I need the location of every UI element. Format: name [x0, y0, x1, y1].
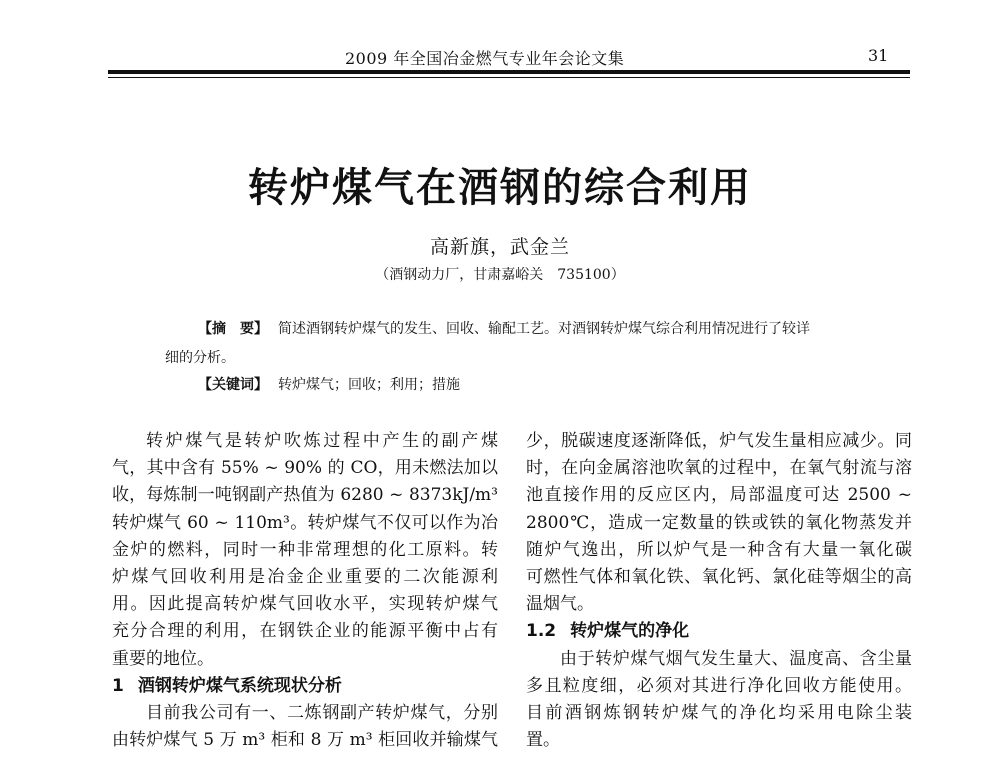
- body-line: 重要的地位。: [112, 648, 214, 669]
- section-number: 1: [112, 675, 124, 696]
- body-line: 金炉的燃料，同时一种非常理想的化工原料。转: [112, 539, 498, 560]
- body-line: 2800℃，造成一定数量的铁或铁的氧化物蒸发并: [526, 512, 912, 533]
- paper-title: 转炉煤气在酒钢的综合利用: [248, 164, 752, 211]
- abstract-text-line1: 简述酒钢转炉煤气的发生、回收、输配工艺。对酒钢转炉煤气综合利用情况进行了较详: [278, 321, 810, 337]
- body-column-left: [112, 428, 498, 754]
- body-line: 池直接作用的反应区内，局部温度可达 2500 ~: [526, 485, 912, 506]
- body-line: 目前酒钢炼钢转炉煤气的净化均采用电除尘装: [526, 702, 912, 723]
- section-heading-1: [112, 673, 498, 700]
- body-line: 由转炉煤气 5 万 m³ 柜和 8 万 m³ 柜回收并输煤气: [112, 730, 498, 751]
- body-line: 炉煤气回收利用是冶金企业重要的二次能源利: [112, 566, 498, 587]
- running-header: [0, 46, 1000, 76]
- body-line: 温烟气。: [526, 594, 594, 615]
- body-line: 可燃性气体和氧化铁、氧化钙、氯化硅等烟尘的高: [526, 566, 912, 587]
- body-line: 置。: [526, 730, 560, 751]
- body-line: 少，脱碳速度逐渐降低，炉气发生量相应减少。同: [526, 431, 912, 451]
- body-line: 气，其中含有 55% ~ 90% 的 CO，用未燃法加以: [112, 458, 498, 479]
- body-line: 多且粒度细，必须对其进行净化回收方能使用。: [526, 675, 912, 696]
- header-rule-thin: [108, 77, 910, 78]
- keywords-label: 【关键词】: [198, 377, 268, 393]
- abstract-text-line2: 细的分析。: [165, 350, 235, 366]
- body-line: 用。因此提高转炉煤气回收水平，实现转炉煤气: [112, 594, 498, 615]
- running-header-title: 2009 年全国冶金燃气专业年会论文集: [345, 49, 625, 68]
- author-list: 高新旗，武金兰: [429, 236, 570, 258]
- body-column-right: [526, 428, 912, 754]
- abstract-label: 【摘 要】: [198, 321, 268, 337]
- section-title: 转炉煤气的净化: [570, 621, 690, 642]
- affiliation: （酒钢动力厂，甘肃嘉峪关 735100）: [375, 267, 625, 283]
- body-line: 收，每炼制一吨钢副产热值为 6280 ~ 8373kJ/m³: [112, 485, 498, 506]
- section-title: 酒钢转炉煤气系统现状分析: [137, 675, 342, 696]
- keywords-text: 转炉煤气；回收；利用；措施: [278, 377, 460, 393]
- body-line: 充分合理的利用，在钢铁企业的能源平衡中占有: [112, 621, 498, 642]
- body-line: 转炉煤气是转炉吹炼过程中产生的副产煤: [146, 431, 498, 451]
- header-rule-thick: [108, 70, 910, 74]
- section-number: 1.2: [526, 621, 557, 642]
- section-heading-1-2: [526, 618, 912, 645]
- body-line: 转炉煤气 60 ~ 110m³。转炉煤气不仅可以作为冶: [112, 512, 498, 533]
- abstract: [198, 318, 898, 338]
- keywords: [198, 374, 460, 394]
- body-line: 随炉气逸出，所以炉气是一种含有大量一氧化碳: [526, 539, 912, 560]
- body-line: 时，在向金属溶池吹氧的过程中，在氧气射流与溶: [526, 458, 912, 479]
- page-number: 31: [868, 46, 889, 65]
- body-line: 目前我公司有一、二炼钢副产转炉煤气，分别: [146, 702, 498, 723]
- body-line: 由于转炉煤气烟气发生量大、温度高、含尘量: [560, 648, 912, 669]
